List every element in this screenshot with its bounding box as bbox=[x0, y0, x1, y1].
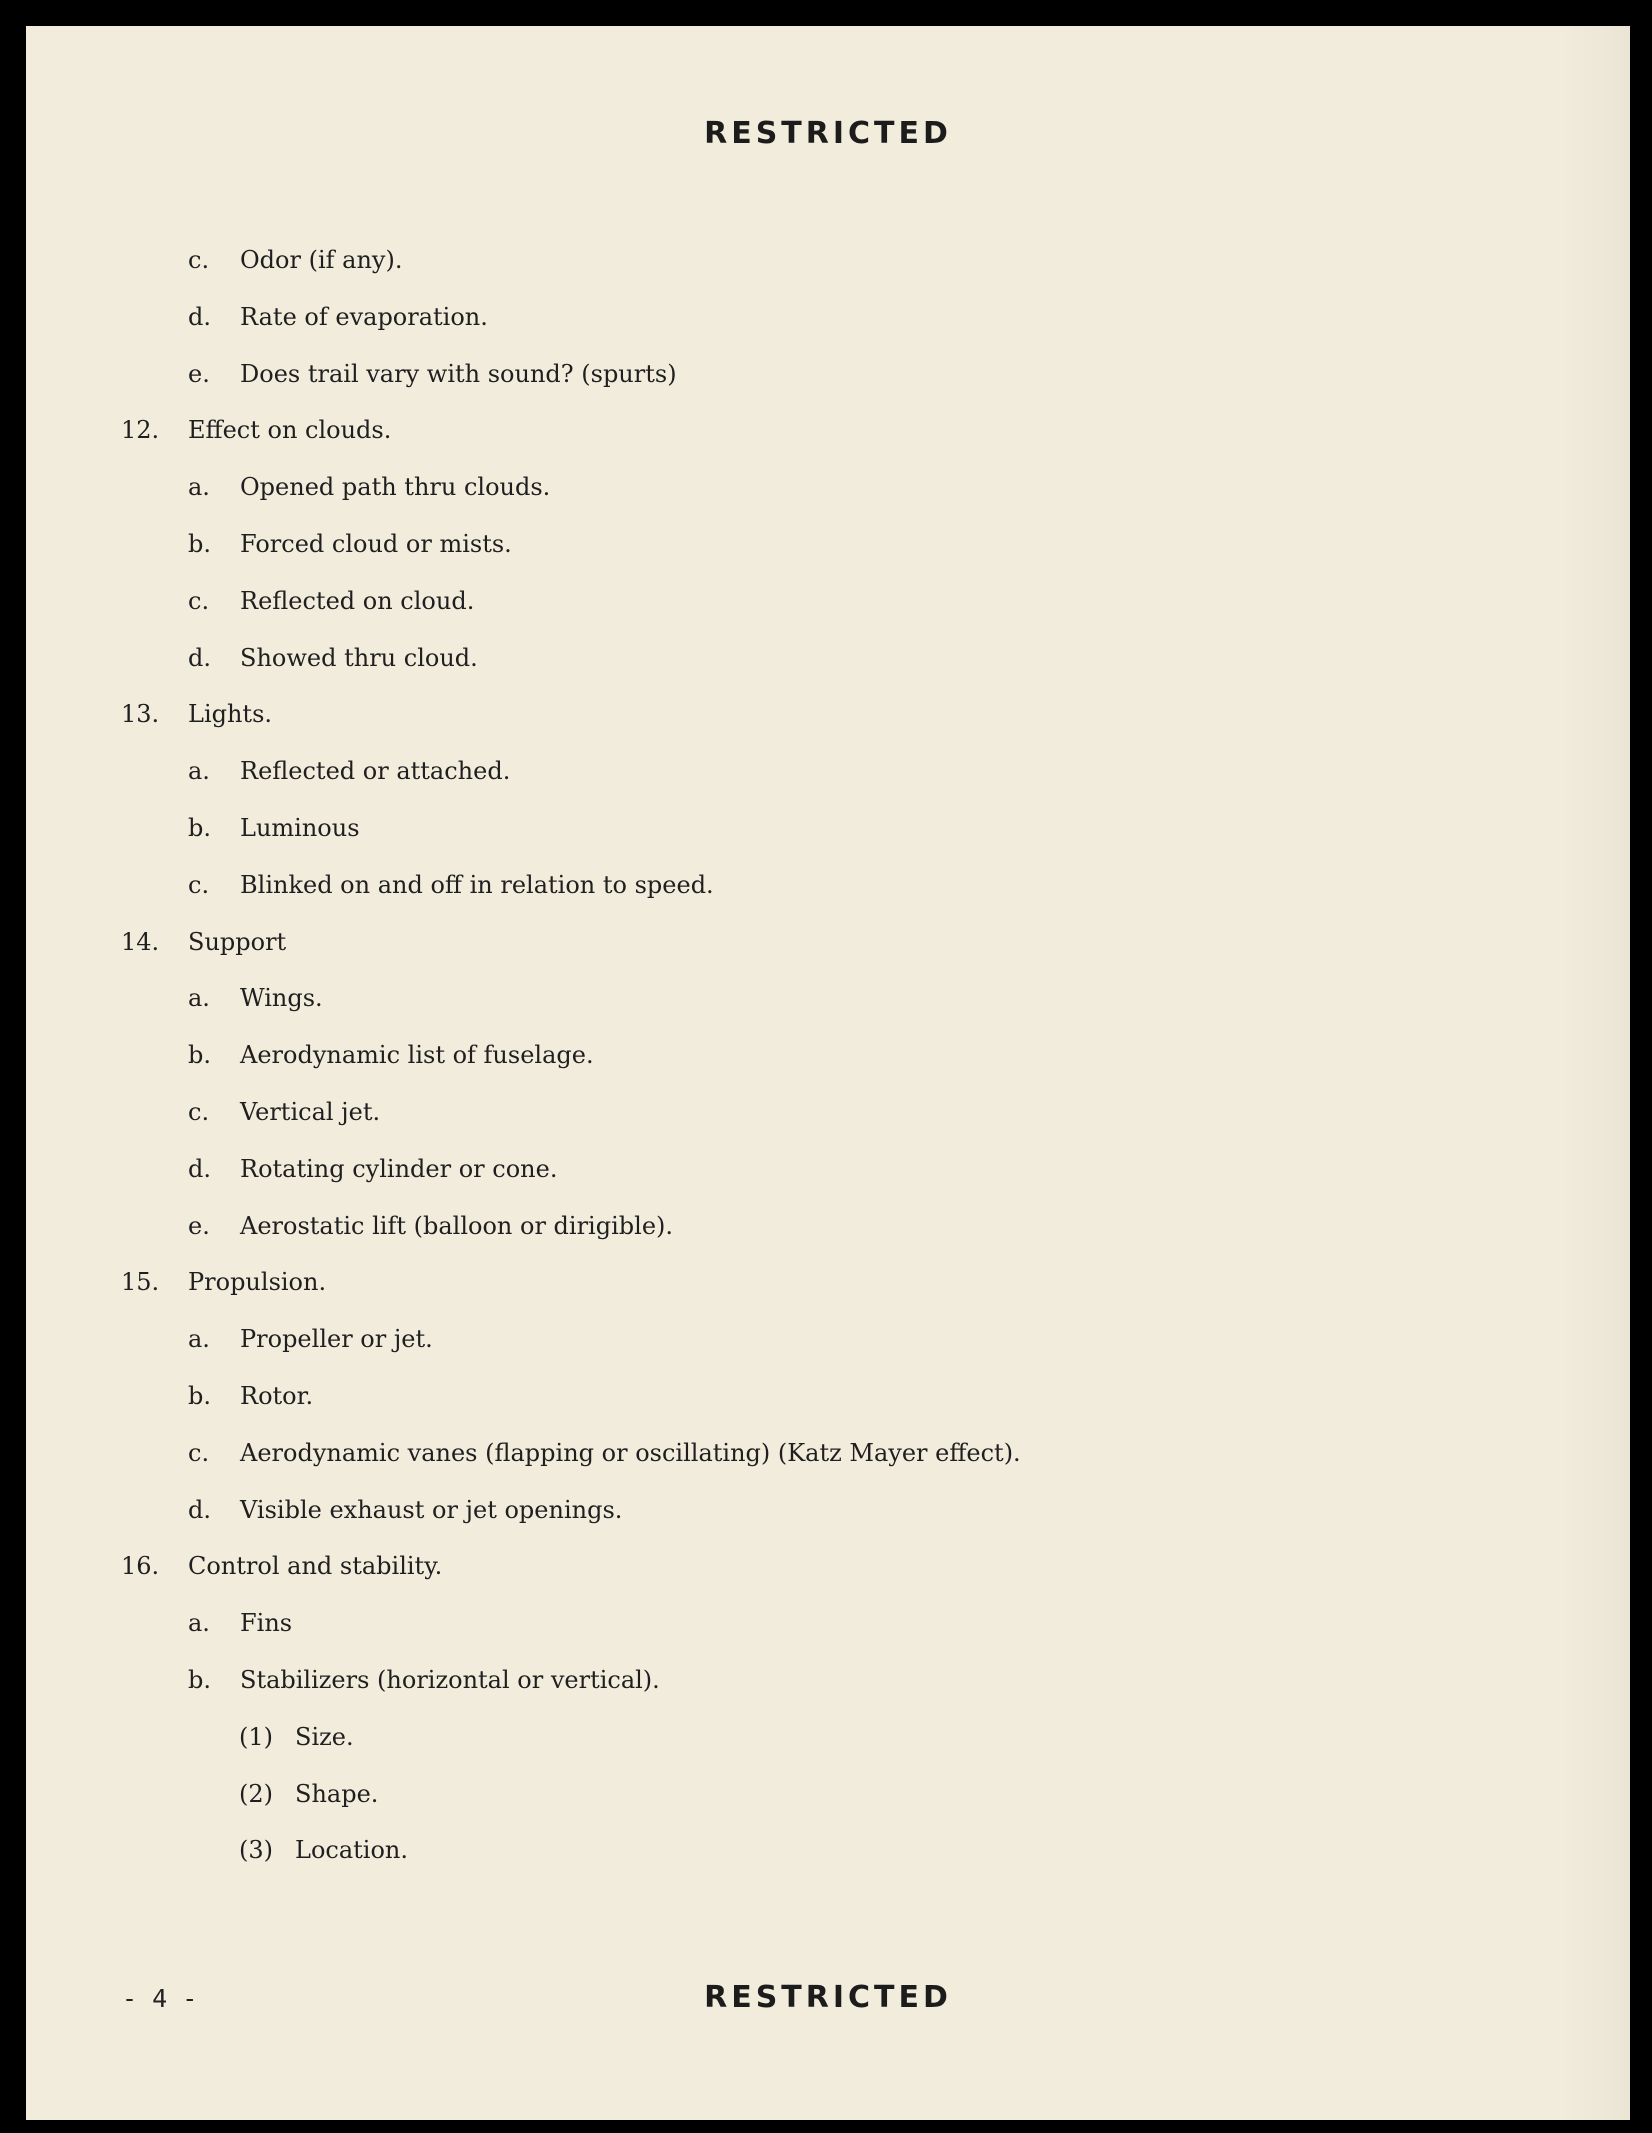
item-marker: 12. bbox=[121, 416, 160, 445]
item-text: Size. bbox=[295, 1722, 354, 1751]
item-text: Fins bbox=[240, 1609, 293, 1638]
item-text: Effect on clouds. bbox=[188, 416, 392, 445]
item-text: Reflected or attached. bbox=[240, 757, 511, 786]
item-marker: a. bbox=[188, 1325, 210, 1354]
item-marker: (3) bbox=[239, 1836, 273, 1865]
item-marker: c. bbox=[188, 1098, 210, 1126]
item-text: Odor (if any). bbox=[240, 246, 403, 274]
outline-item-level-2 bbox=[188, 1496, 622, 1524]
outline-item-level-1 bbox=[121, 1268, 326, 1296]
item-text: Lights. bbox=[188, 700, 273, 729]
item-marker: c. bbox=[188, 246, 210, 274]
item-marker: a. bbox=[188, 757, 210, 786]
outline-item-level-2 bbox=[188, 1098, 380, 1126]
item-text: Wings. bbox=[240, 984, 323, 1013]
item-marker: e. bbox=[188, 359, 210, 388]
item-marker: d. bbox=[188, 643, 211, 672]
item-text: Vertical jet. bbox=[240, 1098, 381, 1126]
outline-item-level-3 bbox=[239, 1836, 408, 1864]
item-marker: 15. bbox=[121, 1268, 160, 1297]
item-marker: b. bbox=[188, 1041, 211, 1070]
outline-item-level-2 bbox=[188, 1212, 673, 1240]
item-text: Location. bbox=[295, 1836, 408, 1865]
item-marker: d. bbox=[188, 302, 211, 331]
classification-header: RESTRICTED bbox=[704, 116, 952, 151]
item-text: Blinked on and off in relation to speed. bbox=[240, 870, 714, 899]
outline-item-level-2 bbox=[188, 473, 550, 501]
item-text: Does trail vary with sound? (spurts) bbox=[240, 359, 677, 388]
item-text: Shape. bbox=[295, 1779, 379, 1808]
item-text: Rotating cylinder or cone. bbox=[240, 1154, 558, 1183]
outline-item-level-2 bbox=[188, 1325, 433, 1353]
outline-item-level-2 bbox=[188, 246, 402, 274]
outline-item-level-2 bbox=[188, 1666, 660, 1694]
item-marker: d. bbox=[188, 1154, 211, 1183]
item-marker: d. bbox=[188, 1495, 211, 1524]
outline-item-level-2 bbox=[188, 1041, 594, 1069]
outline-item-level-2 bbox=[188, 1609, 292, 1637]
outline-item-level-2 bbox=[188, 303, 488, 331]
item-text: Propeller or jet. bbox=[240, 1325, 433, 1354]
outline-item-level-2 bbox=[188, 1439, 1021, 1467]
item-marker: c. bbox=[188, 870, 210, 899]
item-text: Opened path thru clouds. bbox=[240, 473, 551, 502]
outline-item-level-1 bbox=[121, 416, 391, 444]
item-marker: a. bbox=[188, 984, 210, 1013]
item-marker: a. bbox=[188, 1609, 210, 1638]
outline-item-level-2 bbox=[188, 757, 510, 785]
item-marker: a. bbox=[188, 473, 210, 502]
item-marker: b. bbox=[188, 1382, 211, 1410]
outline-item-level-2 bbox=[188, 871, 714, 899]
paper-shading bbox=[1560, 26, 1630, 2120]
item-text: Rotor. bbox=[240, 1382, 314, 1410]
outline-item-level-2 bbox=[188, 814, 360, 842]
item-marker: (2) bbox=[239, 1779, 273, 1808]
outline-item-level-2 bbox=[188, 644, 478, 672]
item-text: Showed thru cloud. bbox=[240, 643, 478, 672]
item-marker: b. bbox=[188, 814, 211, 842]
item-text: Rate of evaporation. bbox=[240, 302, 488, 331]
document-page bbox=[26, 26, 1630, 2120]
item-text: Reflected on cloud. bbox=[240, 586, 475, 615]
outline-item-level-1 bbox=[121, 1552, 442, 1580]
outline-item-level-2 bbox=[188, 984, 323, 1012]
item-marker: (1) bbox=[239, 1722, 273, 1751]
item-text: Visible exhaust or jet openings. bbox=[240, 1495, 623, 1524]
item-marker: 14. bbox=[121, 927, 160, 956]
outline-item-level-3 bbox=[239, 1780, 378, 1808]
item-marker: c. bbox=[188, 586, 210, 615]
item-text: Control and stability. bbox=[188, 1552, 443, 1581]
outline-item-level-1 bbox=[121, 928, 286, 956]
item-text: Aerodynamic list of fuselage. bbox=[240, 1041, 594, 1070]
item-text: Support bbox=[188, 927, 287, 956]
page-number: - 4 - bbox=[122, 1984, 198, 2013]
outline-item-level-2 bbox=[188, 1382, 313, 1410]
item-marker: 13. bbox=[121, 700, 160, 729]
classification-footer: RESTRICTED bbox=[704, 1980, 952, 2015]
outline-item-level-2 bbox=[188, 1155, 557, 1183]
item-marker: c. bbox=[188, 1438, 210, 1467]
item-marker: b. bbox=[188, 530, 211, 558]
outline-item-level-2 bbox=[188, 360, 677, 388]
item-marker: b. bbox=[188, 1666, 211, 1694]
item-marker: 16. bbox=[121, 1552, 160, 1581]
outline-item-level-2 bbox=[188, 530, 512, 558]
item-text: Propulsion. bbox=[188, 1268, 327, 1297]
item-marker: e. bbox=[188, 1211, 210, 1240]
outline-item-level-3 bbox=[239, 1723, 354, 1751]
item-text: Aerodynamic vanes (flapping or oscillating) (Katz Mayer effect). bbox=[240, 1438, 1021, 1467]
item-text: Forced cloud or mists. bbox=[240, 530, 512, 558]
item-text: Aerostatic lift (balloon or dirigible). bbox=[240, 1211, 674, 1240]
item-text: Stabilizers (horizontal or vertical). bbox=[240, 1666, 660, 1694]
outline-item-level-2 bbox=[188, 587, 474, 615]
item-text: Luminous bbox=[240, 814, 360, 842]
outline-item-level-1 bbox=[121, 700, 272, 728]
